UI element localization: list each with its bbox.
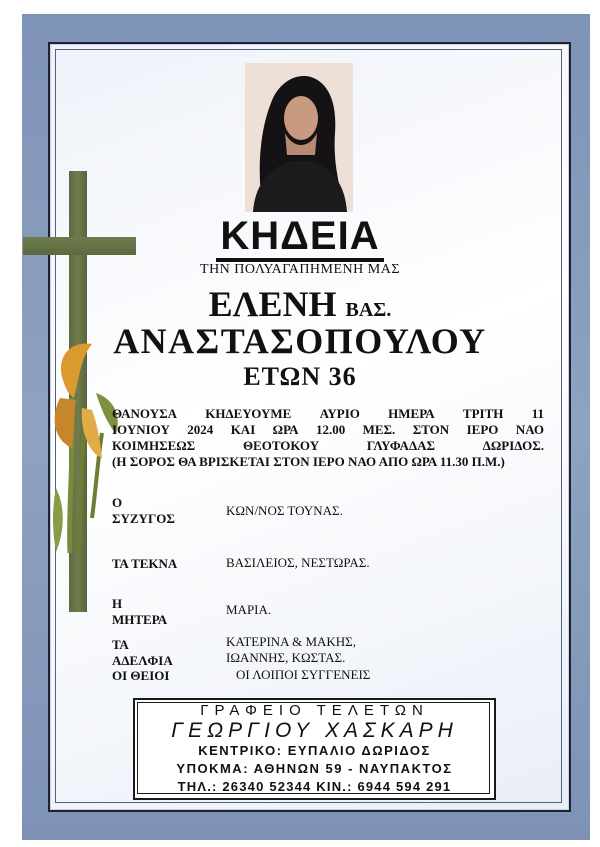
siblings-line-2: ΙΩΑΝΝΗΣ, ΚΩΣΤΑΣ.: [226, 650, 346, 665]
word: 12.00: [315, 422, 346, 437]
other-relatives: ΟΙ ΛΟΙΠΟΙ ΣΥΓΓΕΝΕΙΣ: [236, 667, 371, 682]
announcement-line: [112, 438, 544, 454]
siblings-label: ΑΔΕΛΦΙΑ: [112, 653, 173, 668]
head-office-address: ΚΕΝΤΡΙΚΟ: ΕΥΠΑΛΙΟ ΔΩΡΙΔΟΣ: [198, 743, 431, 758]
branch-address: ΥΠΟΚΜΑ: ΑΘΗΝΩΝ 59 - ΝΑΥΠΑΚΤΟΣ: [176, 761, 453, 776]
word: (Η ΣΟΡΟΣ ΘΑ ΒΡΙΣΚΕΤΑΙ ΣΤΟΝ ΙΕΡΟ ΝΑΟ ΑΠΟ ΩΡΑ 11.30 Π.Μ.): [112, 454, 505, 469]
deceased-first-name: [0, 283, 600, 325]
subtitle: ΤΗΝ ΠΟΛΥΑΓΑΠΗΜΕΝΗ ΜΑΣ: [200, 262, 400, 277]
announcement-line: [112, 422, 544, 438]
word: ΩΡΑ: [272, 422, 299, 437]
siblings-line-1: ΚΑΤΕΡΙΝΑ & ΜΑΚΗΣ,: [226, 634, 356, 649]
word: ΓΛΥΦΑΔΑΣ: [366, 438, 435, 453]
spouse-label: ΣΥΖΥΓΟΣ: [112, 511, 175, 526]
page-title: [0, 214, 600, 259]
spouse-label-article: Ο: [112, 495, 123, 510]
announcement-line: [112, 406, 544, 422]
children-names: ΒΑΣΙΛΕΙΟΣ, ΝΕΣΤΩΡΑΣ.: [226, 555, 370, 570]
funeral-home-name: ΓΕΩΡΓΙΟΥ ΧΑΣΚΑΡΗ: [171, 719, 458, 742]
deceased-age: ΕΤΩΝ 36: [243, 362, 357, 391]
funeral-office-label: ΓΡΑΦΕΙΟ ΤΕΛΕΤΩΝ: [200, 702, 429, 719]
first-name-text: ΕΛΕΝΗ: [208, 284, 337, 324]
word: ΗΜΕΡΑ: [388, 406, 435, 421]
word: ΙΕΡΟ: [466, 422, 499, 437]
title-text: ΚΗΔΕΙΑ: [216, 214, 383, 262]
word: ΚΑΙ: [230, 422, 256, 437]
announcement-paragraph: [112, 406, 544, 470]
deceased-surname: ΑΝΑΣΤΑΣΟΠΟΥΛΟΥ: [113, 321, 487, 361]
announcement-line: [112, 454, 544, 470]
word: ΙΟΥΝΙΟΥ: [112, 422, 170, 437]
mother-name: ΜΑΡΙΑ.: [226, 602, 272, 617]
mother-label-article: Η: [112, 596, 123, 611]
word: ΜΕΣ.: [362, 422, 396, 437]
word: ΑΥΡΙΟ: [319, 406, 360, 421]
word: 11: [531, 406, 544, 421]
word: ΤΡΙΤΗ: [462, 406, 504, 421]
word: ΘΕΟΤΟΚΟΥ: [242, 438, 320, 453]
uncles-label: ΟΙ ΘΕΙΟΙ: [112, 668, 170, 683]
word: 2024: [187, 422, 214, 437]
siblings-label-article: ΤΑ: [112, 637, 129, 652]
mother-label: ΜΗΤΕΡΑ: [112, 612, 168, 627]
word: ΚΗΔΕΥΟΥΜΕ: [205, 406, 292, 421]
word: ΚΟΙΜΗΣΕΩΣ: [112, 438, 196, 453]
spouse-name: ΚΩΝ/ΝΟΣ ΤΟΥΝΑΣ.: [226, 503, 343, 518]
children-label: ΤΑ ΤΕΚΝΑ: [112, 556, 178, 571]
word: ΝΑΟ: [515, 422, 544, 437]
word: ΘΑΝΟΥΣΑ: [112, 406, 177, 421]
word: ΔΩΡΙΔΟΣ.: [482, 438, 544, 453]
portrait-image: [245, 63, 353, 212]
word: ΣΤΟΝ: [412, 422, 450, 437]
father-initial: ΒΑΣ.: [345, 299, 392, 321]
phone-numbers: ΤΗΛ.: 26340 52344 ΚΙΝ.: 6944 594 291: [177, 779, 452, 794]
